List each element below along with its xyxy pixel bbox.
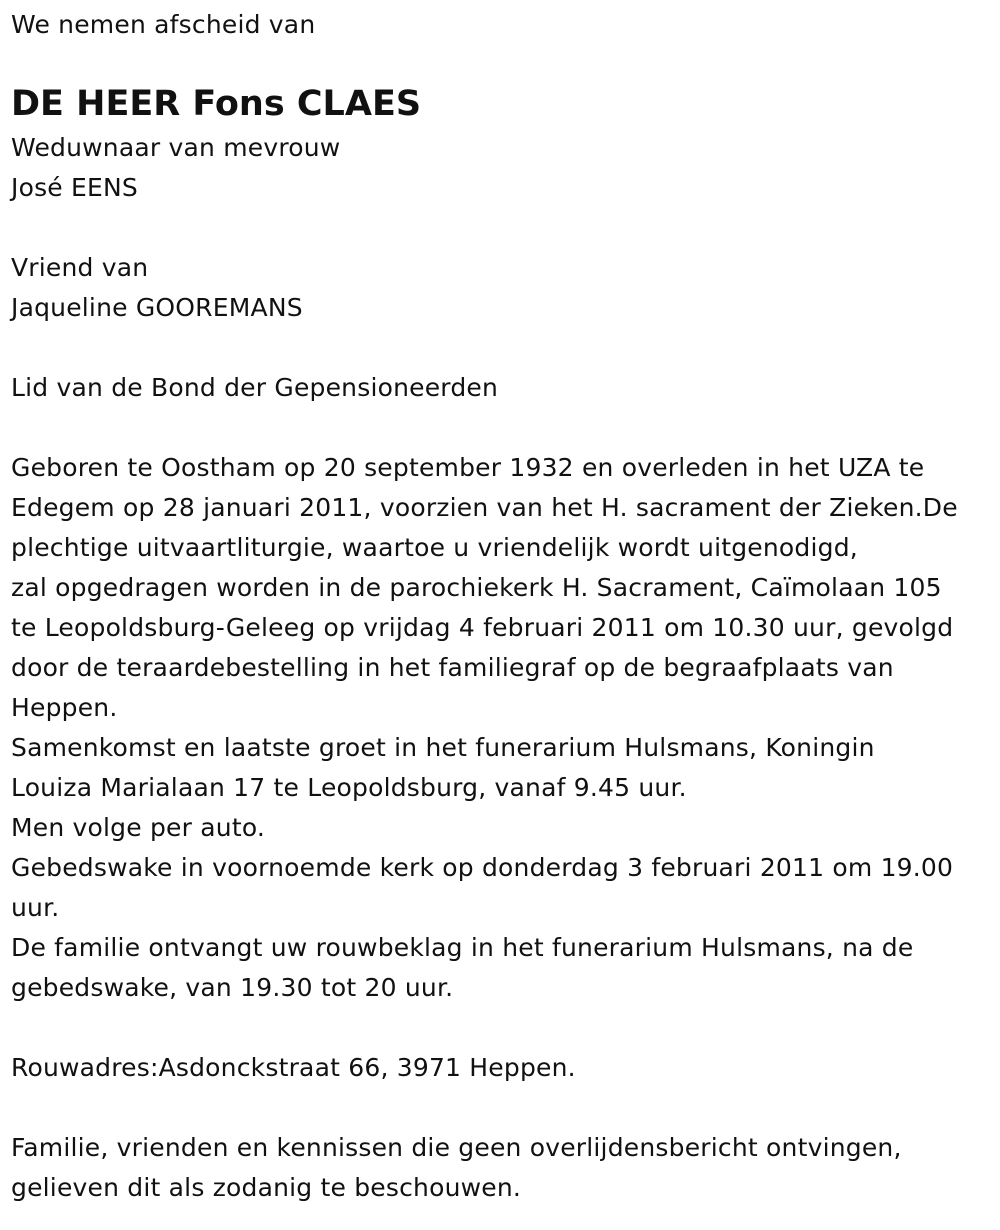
details-line: Samenkomst en laatste groet in het funerarium Hulsmans, Koningin: [11, 733, 875, 762]
membership-text: Lid van de Bond der Gepensioneerden: [11, 373, 499, 402]
details-line: Gebedswake in voornoemde kerk op donderdag 3 februari 2011 om 19.00: [11, 853, 954, 882]
section-spacer: [11, 208, 991, 248]
obituary-notice: [11, 5, 991, 1208]
details-line: te Leopoldsburg-Geleeg op vrijdag 4 februari 2011 om 10.30 uur, gevolgd: [11, 613, 954, 642]
mourning-address: Rouwadres:Asdonckstraat 66, 3971 Heppen.: [11, 1053, 576, 1082]
details-line: zal opgedragen worden in de parochiekerk H. Sacrament, Caïmolaan 105: [11, 573, 942, 602]
details-line: De familie ontvangt uw rouwbeklag in het funerarium Hulsmans, na de: [11, 933, 914, 962]
section-spacer: [11, 328, 991, 368]
intro-text: We nemen afscheid van: [11, 10, 316, 39]
details-line: Geboren te Oostham op 20 september 1932 en overleden in het UZA te: [11, 453, 925, 482]
closing-note: [11, 1128, 991, 1208]
section-spacer: [11, 1088, 991, 1128]
friend-line-1: Vriend van: [11, 253, 149, 282]
widower-line-2: José EENS: [11, 173, 138, 202]
section-spacer: [11, 1008, 991, 1048]
widower-line-1: Weduwnaar van mevrouw: [11, 133, 341, 162]
details-line: uur.: [11, 893, 60, 922]
details-line: Edegem op 28 januari 2011, voorzien van het H. sacrament der Zieken.De: [11, 493, 958, 522]
details-line: door de teraardebestelling in het familiegraf op de begraafplaats van: [11, 653, 894, 682]
section-spacer: [11, 408, 991, 448]
details-line: Men volge per auto.: [11, 813, 266, 842]
details-line: plechtige uitvaartliturgie, waartoe u vriendelijk wordt uitgenodigd,: [11, 533, 858, 562]
closing-line: Familie, vrienden en kennissen die geen overlijdensbericht ontvingen,: [11, 1133, 902, 1162]
details-line: Louiza Marialaan 17 te Leopoldsburg, vanaf 9.45 uur.: [11, 773, 687, 802]
details-line: gebedswake, van 19.30 tot 20 uur.: [11, 973, 454, 1002]
closing-line: gelieven dit als zodanig te beschouwen.: [11, 1173, 522, 1202]
deceased-name: DE HEER Fons CLAES: [11, 84, 422, 124]
friend-line-2: Jaqueline GOOREMANS: [11, 293, 303, 322]
details-line: Heppen.: [11, 693, 118, 722]
funeral-details: [11, 448, 991, 1008]
